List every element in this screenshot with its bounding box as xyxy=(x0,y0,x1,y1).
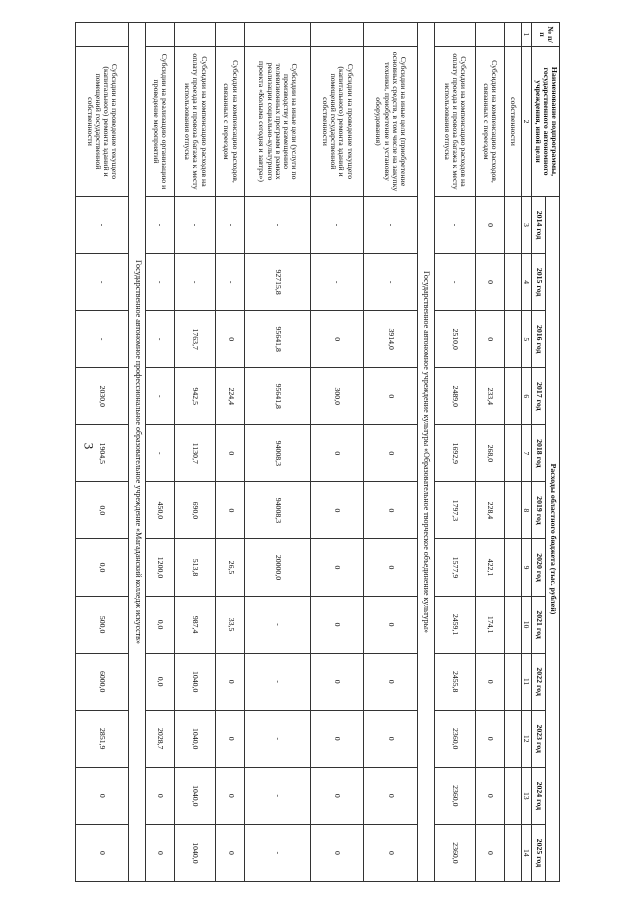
value-cell: 0,0 xyxy=(146,596,175,653)
year-header: 2014 год xyxy=(532,197,546,254)
value-cell: - xyxy=(311,254,364,311)
value-cell: 0 xyxy=(311,767,364,824)
value-cell: - xyxy=(245,824,311,881)
header-name: Наименование подпрограммы, государственного автономного учреждения, иной цели xyxy=(532,47,560,197)
index-cell: 13 xyxy=(521,767,532,824)
value-cell xyxy=(504,425,521,482)
table-row xyxy=(311,23,364,882)
value-cell: - xyxy=(75,311,129,368)
index-cell: 2 xyxy=(521,47,532,197)
value-cell: 2360,0 xyxy=(434,710,475,767)
value-cell: 0 xyxy=(364,539,417,596)
row-name-cell: Субсидии на иные цели (услуги по производству и размещению телевизионных программ в рамках реализации социально-культурного проекта «Колыма сегодня и завтра») xyxy=(245,47,311,197)
value-cell: 0 xyxy=(364,596,417,653)
value-cell: 0 xyxy=(475,197,504,254)
value-cell: 0 xyxy=(311,824,364,881)
value-cell: 0 xyxy=(216,425,245,482)
value-cell: - xyxy=(434,254,475,311)
value-cell: 6000,0 xyxy=(75,653,129,710)
value-cell: 0 xyxy=(216,482,245,539)
value-cell xyxy=(504,824,521,881)
index-cell: 6 xyxy=(521,368,532,425)
value-cell: 0 xyxy=(364,368,417,425)
row-name-cell: Субсидии на проведение текущего (капитального) ремонта зданий и помещений государственной собственности xyxy=(311,47,364,197)
value-cell: 0,0 xyxy=(146,653,175,710)
year-header: 2024 год xyxy=(532,767,546,824)
year-header: 2023 год xyxy=(532,710,546,767)
table-row xyxy=(504,23,521,882)
index-cell: 9 xyxy=(521,539,532,596)
value-cell: - xyxy=(146,368,175,425)
value-cell: 1040,0 xyxy=(175,710,216,767)
value-cell: 0 xyxy=(475,824,504,881)
year-header: 2015 год xyxy=(532,254,546,311)
year-header: 2022 год xyxy=(532,653,546,710)
index-cell: 3 xyxy=(521,197,532,254)
value-cell: 0 xyxy=(475,653,504,710)
value-cell: 94008,3 xyxy=(245,482,311,539)
value-cell: 0 xyxy=(75,824,129,881)
value-cell: 0 xyxy=(146,767,175,824)
value-cell: - xyxy=(146,197,175,254)
value-cell: 0 xyxy=(75,767,129,824)
row-name-cell: Субсидии на компенсацию расходов на оплату проезда и провоза багажа к месту использования отпуска xyxy=(434,47,475,197)
year-header: 2018 год xyxy=(532,425,546,482)
value-cell: 1797,3 xyxy=(434,482,475,539)
value-cell xyxy=(504,368,521,425)
value-cell: 2028,7 xyxy=(146,710,175,767)
value-cell: - xyxy=(245,596,311,653)
table-row xyxy=(75,23,129,882)
row-num-cell xyxy=(146,23,175,47)
index-cell: 4 xyxy=(521,254,532,311)
value-cell: 233,4 xyxy=(475,368,504,425)
value-cell: 2489,0 xyxy=(434,368,475,425)
value-cell: - xyxy=(245,710,311,767)
value-cell: 0 xyxy=(311,653,364,710)
row-num-cell xyxy=(364,23,417,47)
year-header: 2016 год xyxy=(532,311,546,368)
value-cell xyxy=(504,482,521,539)
value-cell: 0 xyxy=(311,539,364,596)
year-header: 2019 год xyxy=(532,482,546,539)
value-cell xyxy=(504,254,521,311)
value-cell xyxy=(504,653,521,710)
value-cell: - xyxy=(364,197,417,254)
value-cell: 2455,8 xyxy=(434,653,475,710)
value-cell: 0,0 xyxy=(75,482,129,539)
value-cell: - xyxy=(146,254,175,311)
row-num-cell xyxy=(504,23,521,47)
value-cell: 690,0 xyxy=(175,482,216,539)
value-cell: 26,5 xyxy=(216,539,245,596)
value-cell: 1200,0 xyxy=(146,539,175,596)
value-cell: 0 xyxy=(216,311,245,368)
table-row xyxy=(175,23,216,882)
value-cell xyxy=(504,311,521,368)
value-cell: 987,4 xyxy=(175,596,216,653)
value-cell: - xyxy=(311,197,364,254)
value-cell: 2360,0 xyxy=(434,824,475,881)
value-cell: 95641,8 xyxy=(245,311,311,368)
value-cell: 2851,9 xyxy=(75,710,129,767)
value-cell: 500,0 xyxy=(75,596,129,653)
index-cell: 12 xyxy=(521,710,532,767)
value-cell: 224,4 xyxy=(216,368,245,425)
value-cell: 0 xyxy=(216,767,245,824)
table-row xyxy=(364,23,417,882)
table-row xyxy=(216,23,245,882)
value-cell: 0 xyxy=(364,824,417,881)
row-num-cell xyxy=(175,23,216,47)
value-cell: 0 xyxy=(311,425,364,482)
value-cell: - xyxy=(216,197,245,254)
index-row xyxy=(521,23,532,882)
value-cell xyxy=(504,197,521,254)
value-cell: - xyxy=(175,254,216,311)
value-cell: - xyxy=(245,767,311,824)
value-cell xyxy=(504,596,521,653)
index-cell: 14 xyxy=(521,824,532,881)
value-cell: - xyxy=(245,197,311,254)
value-cell: 1040,0 xyxy=(175,653,216,710)
value-cell: 0 xyxy=(364,767,417,824)
index-cell: 10 xyxy=(521,596,532,653)
value-cell: - xyxy=(175,197,216,254)
value-cell: 92715,8 xyxy=(245,254,311,311)
value-cell: 0 xyxy=(475,767,504,824)
value-cell: 3914,0 xyxy=(364,311,417,368)
value-cell xyxy=(504,539,521,596)
value-cell: - xyxy=(146,311,175,368)
value-cell: 0 xyxy=(216,824,245,881)
value-cell: 0 xyxy=(475,710,504,767)
value-cell: 0 xyxy=(311,482,364,539)
row-num-cell xyxy=(216,23,245,47)
table-row xyxy=(245,23,311,882)
value-cell: 20000,0 xyxy=(245,539,311,596)
index-cell: 7 xyxy=(521,425,532,482)
index-cell: 8 xyxy=(521,482,532,539)
value-cell: - xyxy=(146,425,175,482)
section-row xyxy=(417,23,434,882)
value-cell: - xyxy=(434,197,475,254)
value-cell: 1040,0 xyxy=(175,767,216,824)
year-header: 2021 год xyxy=(532,596,546,653)
index-cell: 1 xyxy=(521,23,532,47)
value-cell: - xyxy=(75,254,129,311)
year-header: 2017 год xyxy=(532,368,546,425)
value-cell xyxy=(504,767,521,824)
value-cell: 174,1 xyxy=(475,596,504,653)
value-cell: 94008,3 xyxy=(245,425,311,482)
rotated-table-container xyxy=(80,22,560,882)
value-cell: 0 xyxy=(475,254,504,311)
value-cell: 942,5 xyxy=(175,368,216,425)
value-cell: 0 xyxy=(311,710,364,767)
section-title: Государственное автономное учреждение культуры «Образовательное творческое объединение культуры» xyxy=(417,23,434,882)
row-num-cell xyxy=(75,23,129,47)
page-number: 3 xyxy=(81,442,97,450)
year-header: 2020 год xyxy=(532,539,546,596)
value-cell: 2360,0 xyxy=(434,767,475,824)
table-row xyxy=(146,23,175,882)
row-num-cell xyxy=(475,23,504,47)
value-cell: 513,8 xyxy=(175,539,216,596)
table-row xyxy=(434,23,475,882)
value-cell: 0 xyxy=(364,653,417,710)
row-num-cell xyxy=(434,23,475,47)
value-cell: 1904,5 xyxy=(75,425,129,482)
value-cell: 228,4 xyxy=(475,482,504,539)
value-cell: - xyxy=(75,197,129,254)
value-cell: 0,0 xyxy=(75,539,129,596)
row-name-cell: Субсидии на иные цели (приобретение основных средств, в том числе на закупку техники, приобретение и установку оборудования) xyxy=(364,47,417,197)
row-num-cell xyxy=(311,23,364,47)
value-cell: 268,0 xyxy=(475,425,504,482)
value-cell: - xyxy=(216,254,245,311)
row-name-cell: Субсидии на компенсацию расходов, связанных с переездом xyxy=(216,47,245,197)
value-cell: 1692,9 xyxy=(434,425,475,482)
section-row xyxy=(129,23,146,882)
value-cell: 2030,0 xyxy=(75,368,129,425)
value-cell: 0 xyxy=(216,653,245,710)
value-cell: 0 xyxy=(146,824,175,881)
value-cell: 0 xyxy=(311,311,364,368)
table-body xyxy=(75,23,521,882)
value-cell: - xyxy=(364,254,417,311)
value-cell: 2510,0 xyxy=(434,311,475,368)
value-cell xyxy=(504,710,521,767)
header-budget: Расходы областного бюджета (тыс. рублей) xyxy=(546,197,560,882)
value-cell: 0 xyxy=(216,710,245,767)
value-cell: 0 xyxy=(311,596,364,653)
row-name-cell: Субсидии на реализацию организацию и проведение мероприятий xyxy=(146,47,175,197)
value-cell: 450,0 xyxy=(146,482,175,539)
value-cell: 1040,0 xyxy=(175,824,216,881)
value-cell: 95641,8 xyxy=(245,368,311,425)
value-cell: 300,0 xyxy=(311,368,364,425)
header-row xyxy=(546,23,560,882)
value-cell: 0 xyxy=(364,425,417,482)
value-cell: 1577,9 xyxy=(434,539,475,596)
header-num: № п/п xyxy=(532,23,560,47)
table-row xyxy=(475,23,504,882)
value-cell: 1130,7 xyxy=(175,425,216,482)
row-name-cell: собственности xyxy=(504,47,521,197)
value-cell: 0 xyxy=(364,710,417,767)
value-cell: 33,5 xyxy=(216,596,245,653)
value-cell: 0 xyxy=(475,311,504,368)
budget-table xyxy=(75,22,560,882)
row-name-cell: Субсидии на компенсацию расходов на оплату проезда и провоза багажа к месту использования отпуска xyxy=(175,47,216,197)
value-cell: 422,1 xyxy=(475,539,504,596)
value-cell: 1763,7 xyxy=(175,311,216,368)
year-header: 2025 год xyxy=(532,824,546,881)
index-cell: 5 xyxy=(521,311,532,368)
row-name-cell: Субсидии на проведение текущего (капитального) ремонта зданий и помещений государственной собственности xyxy=(75,47,129,197)
index-cell: 11 xyxy=(521,653,532,710)
row-name-cell: Субсидии на компенсацию расходов, связанных с переездом xyxy=(475,47,504,197)
row-num-cell xyxy=(245,23,311,47)
section-title: Государственное автономное профессиональное образовательное учреждение «Магаданский колледж искусств» xyxy=(129,23,146,882)
value-cell: 2459,1 xyxy=(434,596,475,653)
value-cell: - xyxy=(245,653,311,710)
value-cell: 0 xyxy=(364,482,417,539)
